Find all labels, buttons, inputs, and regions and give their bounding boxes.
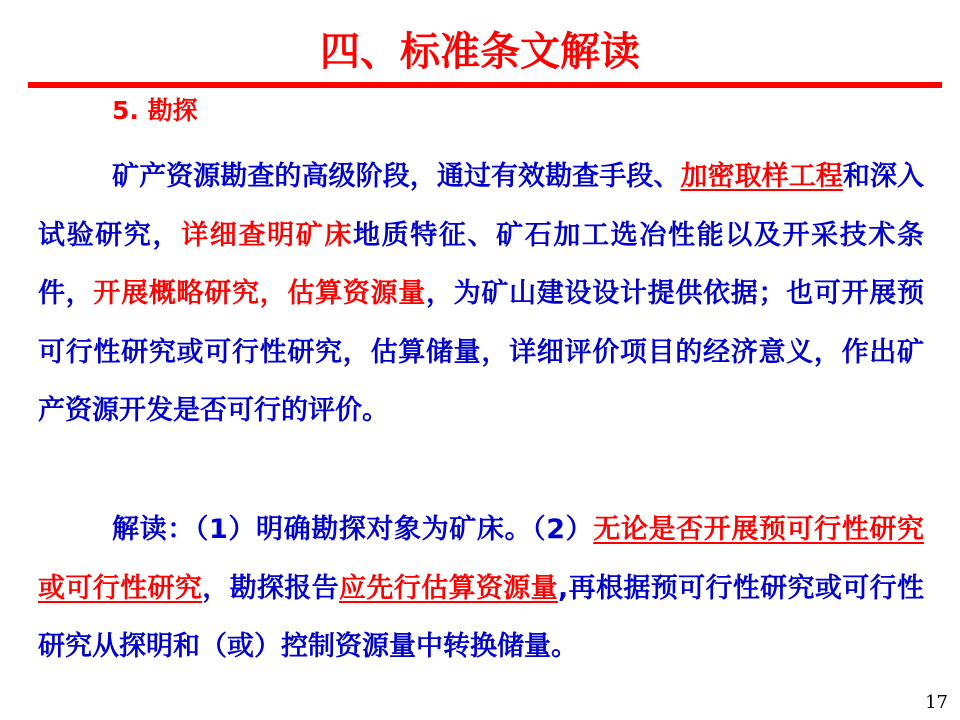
text-segment: 解读：（1）明确勘探对象为矿床。（2） (112, 514, 594, 545)
highlight-segment: 开展概略研究，估算资源量 (93, 278, 426, 309)
highlight-segment: 加密取样工程 (680, 161, 843, 192)
definition-paragraph (38, 148, 924, 441)
text-segment: ,再根据预可行性研究或可行性研究从探明和（或）控制资源量中转换储量。 (38, 572, 925, 662)
page-number: 17 (925, 692, 948, 713)
highlight-segment: 详细查明矿床 (181, 219, 353, 251)
section-heading: 5. 勘探 (112, 96, 198, 125)
slide-title: 四、标准条文解读 (320, 29, 640, 75)
text-segment: 地质特征、矿石加工选冶性能以及开采技术条件， (38, 219, 925, 309)
highlight-segment: 无论是否开展预可行性研究或可行性研究 (38, 514, 925, 604)
text-segment: ，勘探报告 (202, 572, 340, 604)
text-segment: ，为矿山建设设计提供依据；也可开展预可行性研究或可行性研究，估算储量，详细评价项目的经济意义，作出矿产资源开发是否可行的评价。 (38, 278, 925, 426)
text-segment: 矿产资源勘查的高级阶段，通过有效勘查手段、 (112, 161, 681, 192)
text-segment: 和深入试验研究， (38, 161, 925, 251)
interpretation-paragraph (38, 501, 924, 677)
highlight-segment: 应先行估算资源量 (339, 572, 558, 604)
title-divider (28, 82, 942, 88)
